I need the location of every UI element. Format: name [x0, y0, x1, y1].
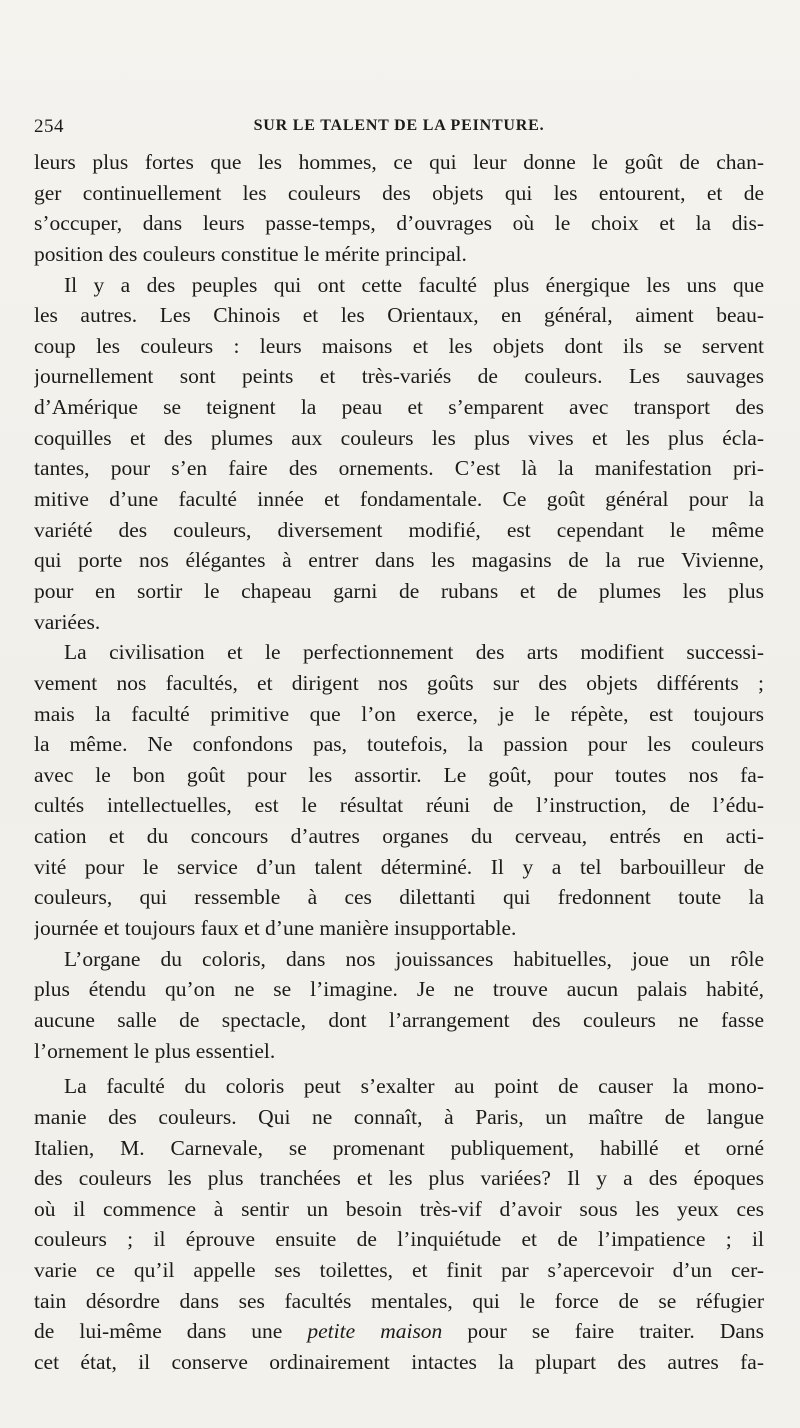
text-line: vité pour le service d’un talent déterminé. Il y a tel barbouilleur de — [34, 854, 764, 879]
running-title: SUR LE TALENT DE LA PEINTURE. — [253, 117, 545, 134]
italic-phrase: petite maison — [307, 1319, 443, 1344]
page-header — [34, 116, 764, 144]
text-line: cation et du concours d’autres organes du cerveau, entrés en acti- — [34, 824, 764, 849]
text-line: journée et toujours faux et d’une manière insupportable. — [34, 916, 517, 941]
text-line: Italien, M. Carnevale, se promenant publiquement, habillé et orné — [34, 1135, 764, 1160]
text-line: mitive d’une faculté innée et fondamentale. Ce goût général pour la — [34, 487, 764, 512]
text-line: couleurs ; il éprouve ensuite de l’inquiétude et de l’impatience ; il — [34, 1227, 764, 1252]
text-line: varie ce qu’il appelle ses toilettes, et finit par s’apercevoir d’un cer- — [34, 1258, 764, 1283]
text-line: de lui-même dans une petite maison pour se faire traiter. Dans — [34, 1319, 764, 1344]
text-line: coquilles et des plumes aux couleurs les plus vives et les plus écla- — [34, 425, 764, 450]
text-line: les autres. Les Chinois et les Orientaux, en général, aiment beau- — [34, 303, 764, 328]
text-line: des couleurs les plus tranchées et les plus variées? Il y a des époques — [34, 1166, 764, 1191]
text-line: avec le bon goût pour les assortir. Le goût, pour toutes nos fa- — [34, 762, 764, 787]
text-line: où il commence à sentir un besoin très-vif d’avoir sous les yeux ces — [34, 1196, 764, 1221]
page-number: 254 — [34, 116, 64, 137]
text-line: cultés intellectuelles, est le résultat réuni de l’instruction, de l’édu- — [34, 793, 764, 818]
text-line: l’ornement le plus essentiel. — [34, 1038, 276, 1063]
text-line: aucune salle de spectacle, dont l’arrangement des couleurs ne fasse — [34, 1007, 764, 1032]
text-line: tain désordre dans ses facultés mentales, qui le force de se réfugier — [34, 1288, 764, 1313]
text-line: la même. Ne confondons pas, toutefois, la passion pour les couleurs — [34, 732, 764, 757]
text-line: leurs plus fortes que les hommes, ce qui leur donne le goût de chan- — [34, 150, 764, 174]
text-line: manie des couleurs. Qui ne connaît, à Paris, un maître de langue — [34, 1104, 764, 1129]
body-text — [34, 147, 764, 1378]
text-line: mais la faculté primitive que l’on exerce, je le répète, est toujours — [34, 701, 764, 726]
text-line: variété des couleurs, diversement modifié, est cependant le même — [34, 517, 764, 542]
text-line: d’Amérique se teignent la peau et s’emparent avec transport des — [34, 395, 764, 420]
text-line: vement nos facultés, et dirigent nos goûts sur des objets différents ; — [34, 670, 764, 695]
text-line: variées. — [34, 609, 101, 634]
text-line: position des couleurs constitue le mérite principal. — [34, 241, 467, 266]
text-line: ger continuellement les couleurs des objets qui les entourent, et de — [34, 180, 764, 205]
text-line: journellement sont peints et très-variés de couleurs. Les sauvages — [34, 364, 764, 389]
text-line: coup les couleurs : leurs maisons et les objets dont ils se servent — [34, 333, 764, 358]
text-line: qui porte nos élégantes à entrer dans les magasins de la rue Vivienne, — [34, 548, 764, 573]
text-line: La civilisation et le perfectionnement des arts modifient successi- — [64, 640, 764, 665]
text-line: tantes, pour s’en faire des ornements. C’est là la manifestation pri- — [34, 456, 764, 481]
text-line: pour en sortir le chapeau garni de rubans et de plumes les plus — [34, 578, 764, 603]
text-line: plus étendu qu’on ne se l’imagine. Je ne trouve aucun palais habité, — [34, 977, 764, 1002]
text-line: cet état, il conserve ordinairement intactes la plupart des autres fa- — [34, 1349, 764, 1374]
text-line: L’organe du coloris, dans nos jouissances habituelles, joue un rôle — [64, 946, 764, 971]
text-line: s’occuper, dans leurs passe-temps, d’ouvrages où le choix et la dis- — [34, 211, 764, 236]
text-line: Il y a des peuples qui ont cette faculté plus énergique les uns que — [64, 272, 764, 297]
text-line: couleurs, qui ressemble à ces dilettanti qui fredonnent toute la — [34, 885, 764, 910]
text-line: La faculté du coloris peut s’exalter au point de causer la mono- — [64, 1074, 764, 1099]
